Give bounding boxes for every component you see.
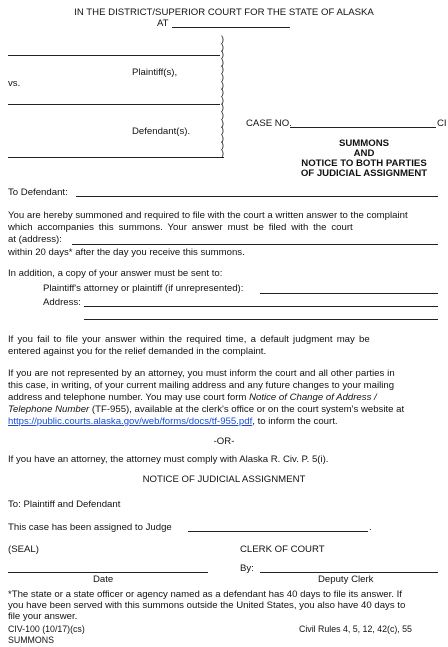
- date-field-line[interactable]: [8, 572, 208, 573]
- footnote-line-1: *The state or a state officer or agency named as a defendant has 40 days to file its answer. If: [8, 589, 402, 600]
- plaintiff-label: Plaintiff(s),: [132, 67, 178, 78]
- deputy-clerk-label: Deputy Clerk: [318, 574, 374, 585]
- court-address-field-line[interactable]: [72, 244, 438, 245]
- caption-bracket: ) ) ) ) ) ) ) ) ) ) ) ) ) ) ) ): [221, 34, 224, 158]
- form-name-italic-2: Telephone Number: [8, 404, 90, 415]
- notrep-text-5b: , to inform the court.: [252, 416, 338, 427]
- caption-bottom-line: [8, 157, 224, 158]
- address-label: Address:: [43, 297, 81, 308]
- notrep-text-line-5: [8, 416, 338, 427]
- title-assignment: OF JUDICIAL ASSIGNMENT: [300, 168, 428, 179]
- or-divider: -OR-: [213, 436, 235, 447]
- notrep-text-4b: (TF-955), available at the clerk's office or on the court system's website at: [89, 404, 405, 415]
- defendant-name-line[interactable]: [8, 104, 220, 105]
- deputy-clerk-signature-line[interactable]: [260, 572, 438, 573]
- within-days-text: within 20 days* after the day you receive this summons.: [8, 247, 245, 258]
- case-no-field-line[interactable]: [290, 127, 436, 128]
- by-label: By:: [240, 563, 254, 574]
- footnote-line-2: you have been served with this summons outside the United States, you also have 40 days to: [8, 600, 406, 611]
- notice-to-line: To: Plaintiff and Defendant: [8, 499, 121, 510]
- summon-text-line-1: You are hereby summoned and required to file with the court a written answer to the complaint: [8, 210, 408, 221]
- notice-heading: NOTICE OF JUDICIAL ASSIGNMENT: [142, 474, 306, 485]
- case-suffix: CI: [437, 118, 447, 129]
- footnote-line-3: file your answer.: [8, 611, 78, 622]
- at-field-line[interactable]: [172, 27, 290, 28]
- judge-name-field-line[interactable]: [188, 531, 368, 532]
- at-label: AT: [157, 18, 169, 29]
- address-field-line-1[interactable]: [84, 306, 438, 307]
- plaintiff-attorney-label: Plaintiff's attorney or plaintiff (if unrepresented):: [43, 283, 244, 294]
- court-heading: IN THE DISTRICT/SUPERIOR COURT FOR THE STATE OF ALASKA: [74, 7, 374, 18]
- plaintiff-name-line[interactable]: [8, 55, 220, 56]
- notrep-text-line-1: If you are not represented by an attorney, you must inform the court and all other parties in: [8, 368, 395, 379]
- vs-label: vs.: [8, 78, 21, 89]
- seal-label: (SEAL): [8, 544, 39, 555]
- assigned-judge-label: This case has been assigned to Judge: [8, 522, 172, 533]
- to-defendant-label: To Defendant:: [8, 187, 68, 198]
- to-defendant-field-line[interactable]: [76, 196, 438, 197]
- defendant-label: Defendant(s).: [132, 126, 191, 137]
- fail-text-line-1: If you fail to file your answer within the required time, a default judgment may be: [8, 334, 370, 345]
- attorney-comply-text: If you have an attorney, the attorney must comply with Alaska R. Civ. P. 5(i).: [8, 454, 329, 465]
- fail-text-line-2: entered against you for the relief demanded in the complaint.: [8, 346, 267, 357]
- address-field-line-2[interactable]: [84, 319, 438, 320]
- assigned-period: .: [369, 522, 372, 533]
- case-no-label: CASE NO.: [246, 118, 292, 129]
- clerk-of-court-label: CLERK OF COURT: [240, 544, 325, 555]
- tf-955-link[interactable]: https://public.courts.alaska.gov/web/forms/docs/tf-955.pdf: [8, 416, 253, 427]
- notrep-text-line-4: [8, 404, 404, 415]
- form-name-italic-1: Notice of Change of Address /: [249, 392, 377, 403]
- title-notice: NOTICE TO BOTH PARTIES: [301, 158, 427, 169]
- title-summons: SUMMONS: [338, 138, 390, 149]
- civil-rules-reference: Civil Rules 4, 5, 12, 42(c), 55: [299, 624, 412, 634]
- title-and: AND: [353, 148, 375, 159]
- summon-text-line-2: which accompanies this summons. Your answer must be filed with the court: [8, 222, 353, 233]
- notrep-text-line-3: [8, 392, 377, 403]
- form-name: SUMMONS: [8, 635, 54, 645]
- plaintiff-attorney-field-line[interactable]: [260, 293, 438, 294]
- notrep-text-3a: address and telephone number. You may use court form: [8, 392, 250, 403]
- summon-text-line-3: at (address):: [8, 234, 62, 245]
- date-label: Date: [93, 574, 114, 585]
- addition-text: In addition, a copy of your answer must be sent to:: [8, 268, 223, 279]
- form-code: CIV-100 (10/17)(cs): [8, 624, 85, 634]
- notrep-text-line-2: this case, in writing, of your current mailing address and any future changes to your mailing: [8, 380, 395, 391]
